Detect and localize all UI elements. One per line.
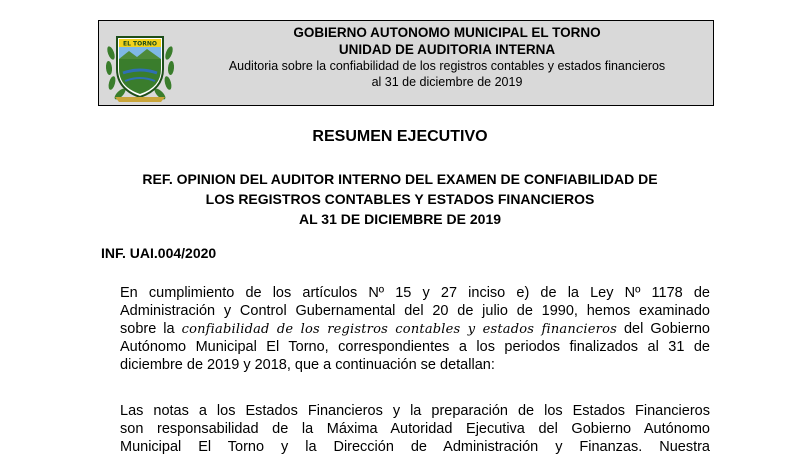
paragraph-1-line-1: En cumplimiento de los artículos Nº 15 y 27 inciso e) de la Ley Nº 1178 de <box>120 285 710 301</box>
reference-line-1: REF. OPINION DEL AUDITOR INTERNO DEL EXAMEN DE CONFIABILIDAD DE <box>142 171 658 187</box>
paragraph-1-line-3 <box>120 320 710 338</box>
paragraph-2-line-2: son responsabilidad de la Máxima Autoridad Ejecutiva del Gobierno Autónomo <box>120 421 710 437</box>
report-number: INF. UAI.004/2020 <box>101 245 217 261</box>
municipal-seal-icon <box>103 23 177 103</box>
paragraph-2-line-3: Municipal El Torno y la Dirección de Administración y Finanzas. Nuestra <box>120 439 710 455</box>
paragraph-1-line-4: Autónomo Municipal El Torno, correspondientes a los periodos finalizados al 31 de <box>120 339 710 355</box>
line-3-after: del Gobierno <box>623 321 710 337</box>
paragraph-2 <box>120 402 710 456</box>
unit-name: UNIDAD DE AUDITORIA INTERNA <box>338 42 556 57</box>
paragraph-1 <box>120 284 710 374</box>
seal-text: EL TORNO <box>123 40 157 48</box>
audit-subject: Auditoria sobre la confiabilidad de los registros contables y estados financieros <box>228 59 666 73</box>
paragraph-1-line-5: diciembre de 2019 y 2018, que a continuación se detallan: <box>120 357 495 373</box>
paragraph-2-line-1: Las notas a los Estados Financieros y la preparación de los Estados Financieros <box>120 403 710 419</box>
paragraph-1-line-2: Administración y Control Gubernamental del 20 de julio de 1990, hemos examinado <box>120 303 710 319</box>
reference-heading <box>0 169 800 229</box>
line-3-before: sobre la <box>120 321 175 337</box>
document-title: RESUMEN EJECUTIVO <box>312 128 488 145</box>
audit-date: al 31 de diciembre de 2019 <box>371 75 523 89</box>
reference-line-2: LOS REGISTROS CONTABLES Y ESTADOS FINANCIEROS <box>205 191 595 207</box>
document-header <box>98 20 714 106</box>
reference-line-3: AL 31 DE DICIEMBRE DE 2019 <box>298 211 502 227</box>
header-text <box>183 24 711 90</box>
emphasized-subject: confiabilidad de los registros contables y estados financieros <box>181 322 617 337</box>
institution-name: GOBIERNO AUTONOMO MUNICIPAL EL TORNO <box>293 25 601 40</box>
